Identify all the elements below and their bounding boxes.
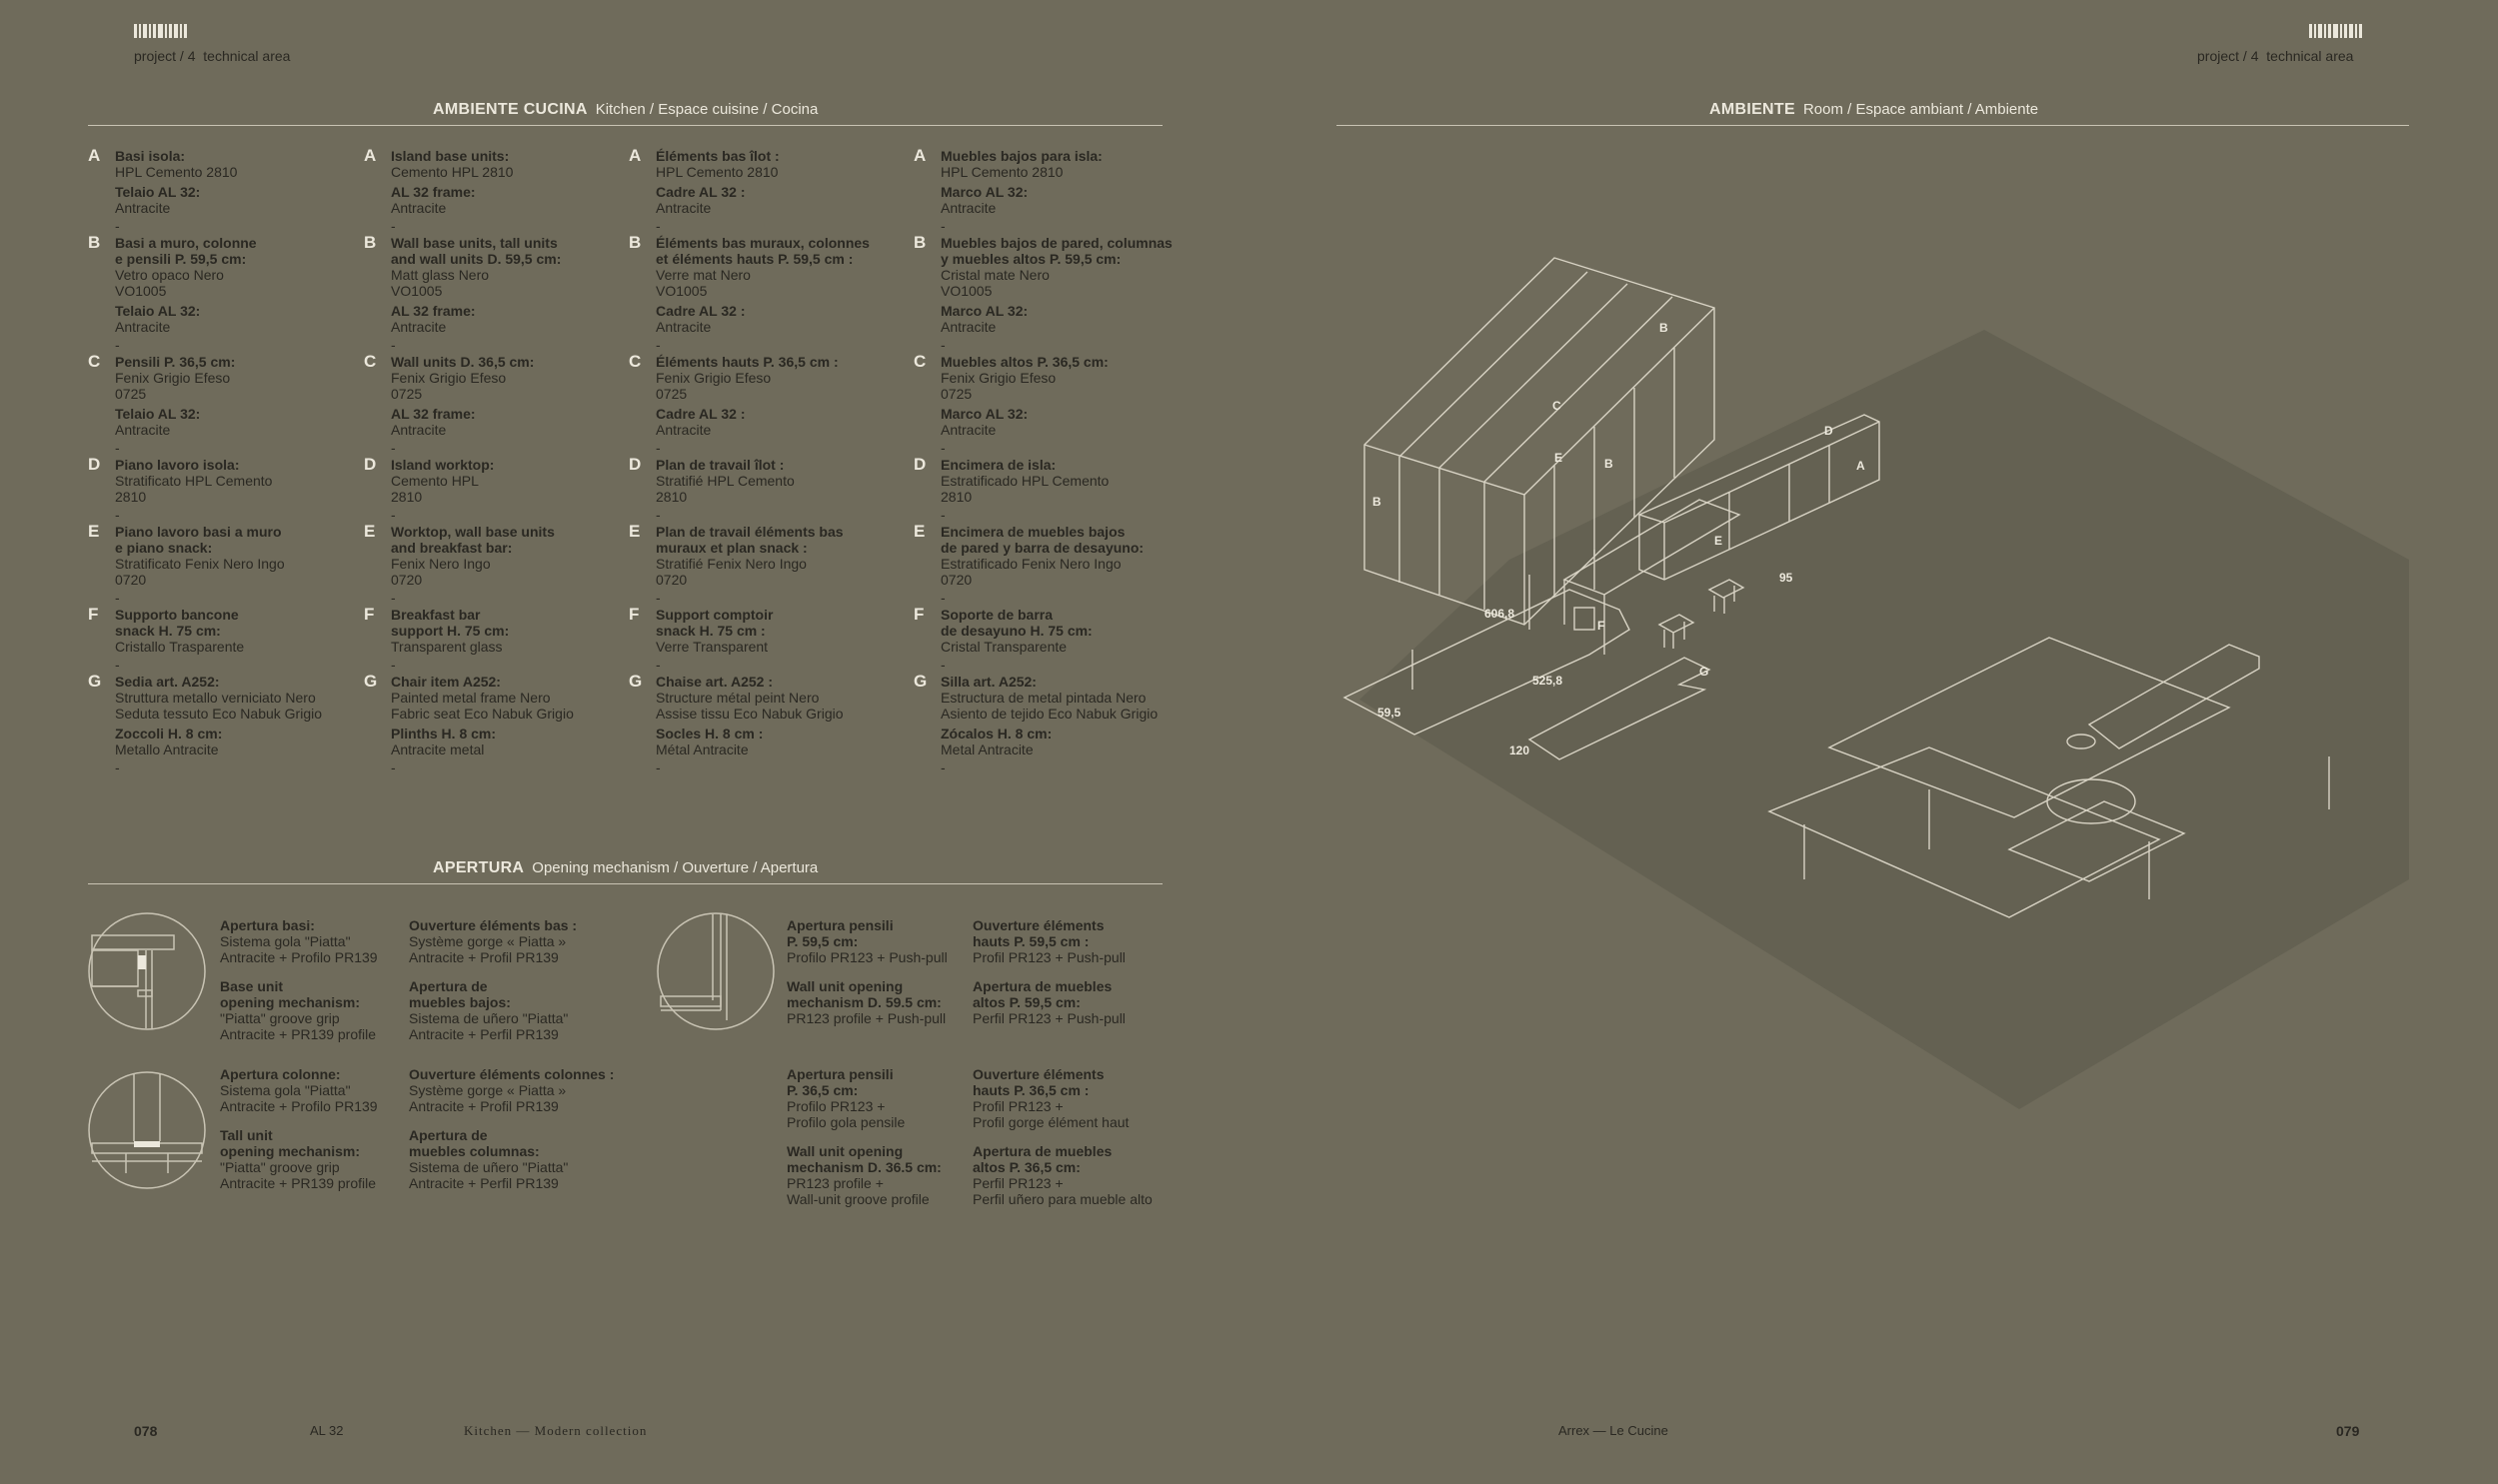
- spec-value: Estratificado HPL Cemento 2810: [941, 473, 1110, 505]
- spec-value: Fenix Grigio Efeso 0725: [391, 370, 507, 402]
- section-subtitle: Opening mechanism / Ouverture / Apertura: [532, 859, 819, 876]
- separator-dash: -: [115, 337, 120, 353]
- separator-dash: -: [115, 440, 120, 456]
- spec-value: Vetro opaco Nero VO1005: [115, 267, 224, 299]
- spec-letter: F: [88, 605, 99, 624]
- spec-value: Transparent glass: [391, 639, 503, 655]
- spec-value: Estratificado Fenix Nero Ingo 0720: [941, 556, 1122, 588]
- separator-dash: -: [391, 507, 396, 523]
- spec-label: Éléments bas îlot :: [656, 148, 780, 164]
- apertura-value: Sistema gola "Piatta" Antracite + Profilo PR139: [220, 933, 378, 965]
- separator-dash: -: [941, 440, 946, 456]
- spec-label: Éléments bas muraux, colonnes et éléments hauts P. 59,5 cm :: [656, 235, 870, 267]
- spec-letter: G: [364, 672, 378, 691]
- spec-item: [88, 235, 358, 354]
- dimension-label: 59,5: [1377, 706, 1401, 720]
- spec-letter: E: [914, 522, 926, 541]
- spec-label: Wall base units, tall units and wall units D. 59,5 cm:: [391, 235, 562, 267]
- section-subtitle: Room / Espace ambiant / Ambiente: [1802, 101, 2039, 118]
- spec-item: [88, 607, 358, 674]
- apertura-label: Apertura colonne:: [220, 1066, 341, 1082]
- label-e: E: [1714, 534, 1723, 548]
- spec-value: Cemento HPL 2810: [391, 473, 479, 505]
- spec-value: HPL Cemento 2810: [656, 164, 779, 180]
- spec-label: Socles H. 8 cm :: [656, 726, 764, 742]
- section-title: APERTURA: [433, 859, 525, 876]
- apertura-label: Apertura de muebles bajos:: [409, 978, 511, 1010]
- label-b: B: [1372, 495, 1381, 509]
- spec-value: Cemento HPL 2810: [391, 164, 514, 180]
- apertura-value: "Piatta" groove grip Antracite + PR139 profile: [220, 1010, 377, 1042]
- spec-item: [364, 148, 634, 235]
- spec-item: [364, 607, 634, 674]
- spec-letter: D: [364, 455, 377, 474]
- apertura-value: Système gorge « Piatta » Antracite + Profil PR139: [409, 933, 567, 965]
- apertura-value: PR123 profile + Wall-unit groove profile: [787, 1175, 930, 1207]
- spec-label: Piano lavoro basi a muro e piano snack:: [115, 524, 282, 556]
- separator-dash: -: [391, 218, 396, 234]
- apertura-text-block: [409, 917, 577, 1055]
- apertura-value: "Piatta" groove grip Antracite + PR139 profile: [220, 1159, 377, 1191]
- apertura-value: Profil PR123 + Profil gorge élément haut: [973, 1098, 1130, 1130]
- spec-value: Antracite: [115, 200, 171, 216]
- spec-item: [914, 235, 1174, 354]
- apertura-value: Perfil PR123 + Push-pull: [973, 1010, 1126, 1026]
- spec-value: Antracite: [941, 319, 997, 335]
- spec-label: Basi a muro, colonne e pensili P. 59,5 cm:: [115, 235, 257, 267]
- spec-item: [364, 674, 634, 776]
- spec-value: Fenix Grigio Efeso 0725: [941, 370, 1057, 402]
- apertura-label: Wall unit opening mechanism D. 59.5 cm:: [787, 978, 942, 1010]
- spec-label: Marco AL 32:: [941, 303, 1029, 319]
- spec-value: Matt glass Nero VO1005: [391, 267, 490, 299]
- spec-value: Cristal mate Nero VO1005: [941, 267, 1050, 299]
- separator-dash: -: [656, 440, 661, 456]
- separator-dash: -: [656, 759, 661, 775]
- spec-item: [88, 457, 358, 524]
- spec-label: Sedia art. A252:: [115, 674, 220, 690]
- spec-label: Muebles bajos de pared, columnas y muebles altos P. 59,5 cm:: [941, 235, 1173, 267]
- separator-dash: -: [941, 507, 946, 523]
- spec-letter: E: [629, 522, 641, 541]
- spec-item: [629, 607, 899, 674]
- apertura-value: Perfil PR123 + Perfil uñero para mueble alto: [973, 1175, 1153, 1207]
- apertura-text-block: [973, 917, 1126, 1039]
- separator-dash: -: [941, 337, 946, 353]
- dimension-label: 525,8: [1532, 674, 1563, 688]
- spec-letter: F: [629, 605, 640, 624]
- spec-value: Antracite: [941, 422, 997, 438]
- spec-label: Cadre AL 32 :: [656, 406, 746, 422]
- tall-unit-profile-diagram: [86, 1069, 208, 1191]
- label-e: E: [1554, 451, 1563, 465]
- separator-dash: -: [656, 507, 661, 523]
- section-title-ambiente-cucina: [433, 101, 818, 119]
- spec-item: [629, 354, 899, 457]
- spec-value: Fenix Grigio Efeso 0725: [115, 370, 231, 402]
- apertura-value: Sistema de uñero "Piatta" Antracite + Perfil PR139: [409, 1010, 569, 1042]
- spec-value: Stratificato HPL Cemento 2810: [115, 473, 273, 505]
- separator-dash: -: [656, 337, 661, 353]
- spec-letter: C: [914, 352, 927, 371]
- spec-column-fr: [629, 148, 899, 776]
- spec-value: Stratifié Fenix Nero Ingo 0720: [656, 556, 807, 588]
- spec-label: Cadre AL 32 :: [656, 303, 746, 319]
- apertura-value: Sistema de uñero "Piatta" Antracite + Perfil PR139: [409, 1159, 569, 1191]
- spec-item: [914, 148, 1174, 235]
- spec-label: Island base units:: [391, 148, 510, 164]
- separator-dash: -: [391, 759, 396, 775]
- divider: [88, 883, 1163, 884]
- separator-dash: -: [391, 440, 396, 456]
- dimension-label: 95: [1779, 571, 1793, 585]
- separator-dash: -: [391, 337, 396, 353]
- spec-value: Cristal Transparente: [941, 639, 1068, 655]
- spec-item: [364, 524, 634, 607]
- separator-dash: -: [941, 218, 946, 234]
- apertura-text-block: [220, 1066, 378, 1204]
- spec-value: Antracite: [656, 422, 712, 438]
- spec-label: AL 32 frame:: [391, 406, 476, 422]
- spec-letter: E: [364, 522, 376, 541]
- spec-letter: D: [914, 455, 927, 474]
- spec-item: [364, 457, 634, 524]
- separator-dash: -: [941, 759, 946, 775]
- spec-value: Verre Transparent: [656, 639, 769, 655]
- spec-letter: C: [364, 352, 377, 371]
- divider: [1336, 125, 2409, 126]
- separator-dash: -: [941, 590, 946, 606]
- spec-column-es: [914, 148, 1174, 776]
- spec-item: [914, 354, 1174, 457]
- separator-dash: -: [941, 657, 946, 673]
- spec-label: Encimera de muebles bajos de pared y barra de desayuno:: [941, 524, 1145, 556]
- spec-item: [914, 457, 1174, 524]
- spec-item: [88, 354, 358, 457]
- header-project: project / 4: [2197, 48, 2259, 64]
- spec-letter: D: [629, 455, 642, 474]
- separator-dash: -: [115, 759, 120, 775]
- spec-item: [914, 674, 1174, 776]
- spec-letter: A: [364, 146, 377, 165]
- wall-unit-profile-diagram: [655, 910, 777, 1032]
- spec-item: [629, 524, 899, 607]
- label-g: G: [1699, 665, 1709, 679]
- separator-dash: -: [656, 657, 661, 673]
- apertura-value: Profilo PR123 + Profilo gola pensile: [787, 1098, 906, 1130]
- apertura-label: Tall unit opening mechanism:: [220, 1127, 361, 1159]
- header-area: technical area: [2266, 48, 2354, 64]
- spec-label: Plinths H. 8 cm:: [391, 726, 497, 742]
- spec-value: Antracite: [391, 422, 447, 438]
- header-right: [2197, 48, 2353, 64]
- spec-value: Estructura de metal pintada Nero Asiento de tejido Eco Nabuk Grigio: [941, 690, 1159, 722]
- spec-letter: D: [88, 455, 101, 474]
- spec-label: Wall units D. 36,5 cm:: [391, 354, 535, 370]
- separator-dash: -: [115, 590, 120, 606]
- header-left: [134, 48, 290, 64]
- spec-value: HPL Cemento 2810: [115, 164, 238, 180]
- spec-label: Marco AL 32:: [941, 406, 1029, 422]
- spec-item: [88, 524, 358, 607]
- spec-value: Verre mat Nero VO1005: [656, 267, 751, 299]
- page-number-left: 078: [134, 1423, 158, 1439]
- spec-label: Pensili P. 36,5 cm:: [115, 354, 236, 370]
- apertura-label: Apertura de muebles altos P. 36,5 cm:: [973, 1143, 1113, 1175]
- apertura-value: PR123 profile + Push-pull: [787, 1010, 947, 1026]
- section-title: AMBIENTE: [1709, 101, 1795, 118]
- spec-value: Fenix Grigio Efeso 0725: [656, 370, 772, 402]
- spec-value: Antracite: [391, 200, 447, 216]
- spec-label: AL 32 frame:: [391, 303, 476, 319]
- spec-item: [88, 148, 358, 235]
- label-d: D: [1824, 424, 1833, 438]
- spec-label: Piano lavoro isola:: [115, 457, 240, 473]
- separator-dash: -: [115, 218, 120, 234]
- spec-value: Cristallo Trasparente: [115, 639, 245, 655]
- label-a: A: [1856, 459, 1865, 473]
- spec-item: [914, 524, 1174, 607]
- apertura-label: Ouverture éléments hauts P. 59,5 cm :: [973, 917, 1105, 949]
- spec-label: Zócalos H. 8 cm:: [941, 726, 1053, 742]
- section-subtitle: Kitchen / Espace cuisine / Cocina: [595, 101, 819, 118]
- spec-value: Antracite: [115, 422, 171, 438]
- spec-letter: G: [88, 672, 102, 691]
- spec-label: Encimera de isla:: [941, 457, 1057, 473]
- spec-label: Telaio AL 32:: [115, 184, 201, 200]
- spec-label: Marco AL 32:: [941, 184, 1029, 200]
- spec-label: AL 32 frame:: [391, 184, 476, 200]
- spec-label: Soporte de barra de desayuno H. 75 cm:: [941, 607, 1093, 639]
- label-c: C: [1552, 399, 1561, 413]
- spec-letter: E: [88, 522, 100, 541]
- apertura-label: Ouverture éléments colonnes :: [409, 1066, 615, 1082]
- spec-label: Plan de travail îlot :: [656, 457, 785, 473]
- spec-value: HPL Cemento 2810: [941, 164, 1064, 180]
- spec-item: [88, 674, 358, 776]
- apertura-label: Base unit opening mechanism:: [220, 978, 361, 1010]
- spec-value: Antracite: [656, 200, 712, 216]
- apertura-value: Profil PR123 + Push-pull: [973, 949, 1126, 965]
- section-title: AMBIENTE CUCINA: [433, 101, 588, 118]
- spec-value: Fenix Nero Ingo 0720: [391, 556, 491, 588]
- spec-column-it: [88, 148, 358, 776]
- spec-letter: G: [914, 672, 928, 691]
- separator-dash: -: [391, 657, 396, 673]
- spec-letter: A: [88, 146, 101, 165]
- spec-item: [364, 235, 634, 354]
- spec-label: Éléments hauts P. 36,5 cm :: [656, 354, 839, 370]
- barcode-icon: [134, 24, 187, 38]
- spec-letter: A: [629, 146, 642, 165]
- apertura-label: Apertura de muebles columnas:: [409, 1127, 540, 1159]
- apertura-label: Apertura pensili P. 59,5 cm:: [787, 917, 894, 949]
- spec-letter: B: [629, 233, 642, 252]
- model-name: AL 32: [310, 1423, 344, 1438]
- apertura-label: Apertura de muebles altos P. 59,5 cm:: [973, 978, 1113, 1010]
- spec-label: Island worktop:: [391, 457, 495, 473]
- apertura-value: Système gorge « Piatta » Antracite + Profil PR139: [409, 1082, 567, 1114]
- spec-item: [629, 674, 899, 776]
- collection-name: Kitchen — Modern collection: [464, 1423, 648, 1438]
- spec-item: [629, 235, 899, 354]
- kitchen-isometric-drawing: [1329, 230, 2439, 1129]
- header-area: technical area: [203, 48, 291, 64]
- spec-letter: C: [629, 352, 642, 371]
- base-unit-profile-diagram: [86, 910, 208, 1032]
- separator-dash: -: [115, 657, 120, 673]
- spec-value: Structure métal peint Nero Assise tissu Eco Nabuk Grigio: [656, 690, 844, 722]
- spec-label: Zoccoli H. 8 cm:: [115, 726, 223, 742]
- spec-value: Antracite: [941, 200, 997, 216]
- spec-label: Cadre AL 32 :: [656, 184, 746, 200]
- apertura-text-block: [409, 1066, 614, 1204]
- label-b: B: [1659, 321, 1668, 335]
- spec-label: Chair item A252:: [391, 674, 501, 690]
- apertura-label: Ouverture éléments bas :: [409, 917, 578, 933]
- header-project: project / 4: [134, 48, 196, 64]
- spec-value: Métal Antracite: [656, 742, 749, 757]
- spec-value: Stratifié HPL Cemento 2810: [656, 473, 795, 505]
- apertura-label: Ouverture éléments hauts P. 36,5 cm :: [973, 1066, 1105, 1098]
- apertura-label: Wall unit opening mechanism D. 36.5 cm:: [787, 1143, 942, 1175]
- dimension-label: 606,8: [1484, 607, 1515, 621]
- label-f: F: [1597, 619, 1605, 633]
- spec-value: Metal Antracite: [941, 742, 1034, 757]
- spec-item: [914, 607, 1174, 674]
- spec-value: Struttura metallo verniciato Nero Seduta tessuto Eco Nabuk Grigio: [115, 690, 323, 722]
- spec-label: Chaise art. A252 :: [656, 674, 773, 690]
- page-number-right: 079: [2336, 1423, 2360, 1439]
- apertura-text-block: [973, 1066, 1153, 1220]
- apertura-text-block: [787, 1066, 942, 1220]
- spec-letter: B: [88, 233, 101, 252]
- spec-letter: A: [914, 146, 927, 165]
- apertura-text-block: [787, 917, 948, 1039]
- spec-value: Metallo Antracite: [115, 742, 219, 757]
- spec-letter: F: [364, 605, 375, 624]
- spec-value: Antracite metal: [391, 742, 485, 757]
- separator-dash: -: [391, 590, 396, 606]
- divider: [88, 125, 1163, 126]
- dimension-label: 120: [1509, 743, 1530, 757]
- apertura-label: Apertura pensili P. 36,5 cm:: [787, 1066, 894, 1098]
- spec-letter: C: [88, 352, 101, 371]
- spec-label: Supporto bancone snack H. 75 cm:: [115, 607, 239, 639]
- spec-letter: B: [914, 233, 927, 252]
- spec-column-en: [364, 148, 634, 776]
- spec-value: Painted metal frame Nero Fabric seat Eco Nabuk Grigio: [391, 690, 574, 722]
- spec-label: Telaio AL 32:: [115, 406, 201, 422]
- spec-value: Antracite: [656, 319, 712, 335]
- spec-value: Antracite: [391, 319, 447, 335]
- apertura-text-block: [220, 917, 378, 1055]
- spec-label: Muebles altos P. 36,5 cm:: [941, 354, 1109, 370]
- spec-label: Muebles bajos para isla:: [941, 148, 1103, 164]
- separator-dash: -: [656, 590, 661, 606]
- apertura-label: Apertura basi:: [220, 917, 315, 933]
- spec-label: Telaio AL 32:: [115, 303, 201, 319]
- spec-label: Silla art. A252:: [941, 674, 1037, 690]
- spec-label: Support comptoir snack H. 75 cm :: [656, 607, 774, 639]
- spec-letter: G: [629, 672, 643, 691]
- separator-dash: -: [115, 507, 120, 523]
- spec-item: [629, 148, 899, 235]
- section-title-apertura: [433, 859, 818, 877]
- spec-label: Breakfast bar support H. 75 cm:: [391, 607, 510, 639]
- label-b: B: [1604, 457, 1613, 471]
- spec-item: [364, 354, 634, 457]
- spec-label: Plan de travail éléments bas muraux et plan snack :: [656, 524, 844, 556]
- spec-label: Worktop, wall base units and breakfast bar:: [391, 524, 555, 556]
- barcode-icon: [2309, 24, 2362, 38]
- apertura-value: Profilo PR123 + Push-pull: [787, 949, 948, 965]
- brand-name: Arrex — Le Cucine: [1558, 1423, 1668, 1438]
- spec-letter: B: [364, 233, 377, 252]
- separator-dash: -: [656, 218, 661, 234]
- section-title-ambiente: [1709, 101, 2038, 119]
- apertura-value: Sistema gola "Piatta" Antracite + Profilo PR139: [220, 1082, 378, 1114]
- spec-item: [629, 457, 899, 524]
- spec-value: Stratificato Fenix Nero Ingo 0720: [115, 556, 285, 588]
- spec-label: Basi isola:: [115, 148, 186, 164]
- spec-letter: F: [914, 605, 925, 624]
- spec-value: Antracite: [115, 319, 171, 335]
